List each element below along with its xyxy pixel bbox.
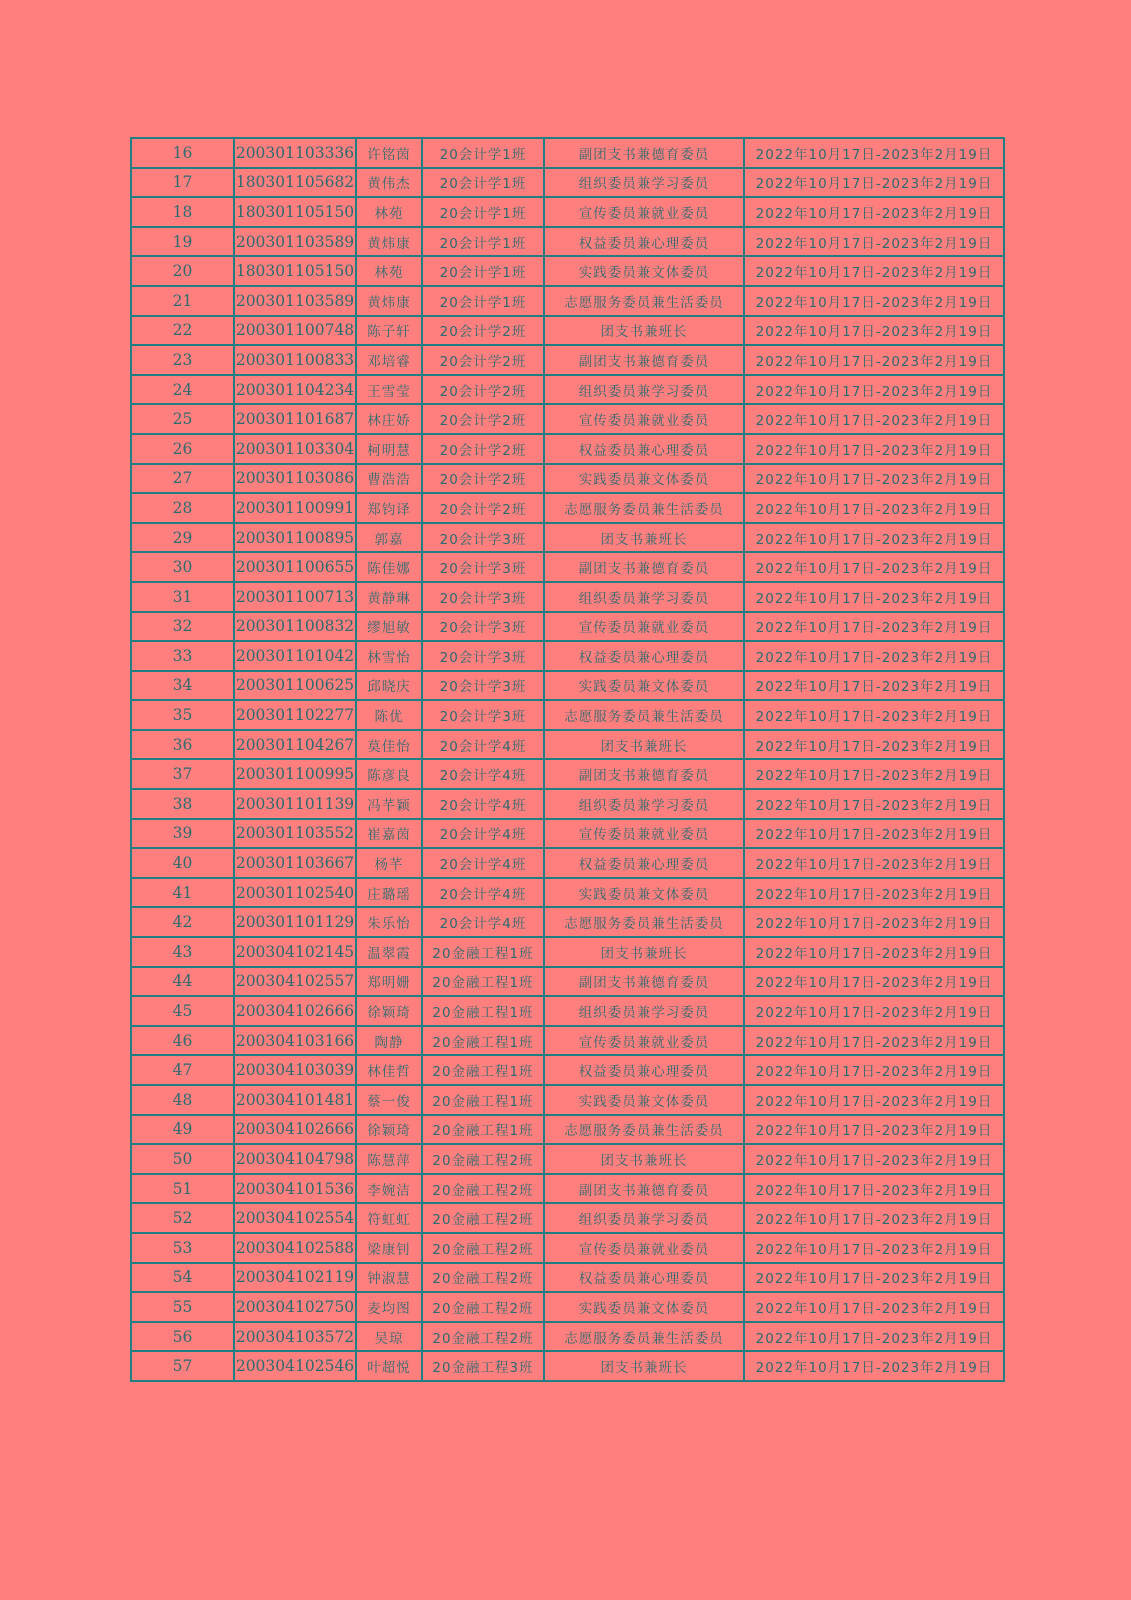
class-name-cell: 20会计学3班 <box>422 700 544 730</box>
student-id-cell: 200301100832 <box>234 612 356 642</box>
position-cell: 组织委员兼学习委员 <box>544 789 744 819</box>
student-id-cell: 200304102666 <box>234 996 356 1026</box>
class-name-cell: 20会计学1班 <box>422 138 544 168</box>
class-name-cell: 20会计学2班 <box>422 404 544 434</box>
student-name-cell: 林佳哲 <box>356 1055 422 1085</box>
position-cell: 实践委员兼文体委员 <box>544 256 744 286</box>
table-row <box>131 493 1004 523</box>
table-row <box>131 345 1004 375</box>
position-cell: 权益委员兼心理委员 <box>544 1263 744 1293</box>
student-name-cell: 林苑 <box>356 256 422 286</box>
term-period-cell: 2022年10月17日-2023年2月19日 <box>744 316 1004 346</box>
student-name-cell: 邓培睿 <box>356 345 422 375</box>
student-id-cell: 180301105682 <box>234 168 356 198</box>
term-period-cell: 2022年10月17日-2023年2月19日 <box>744 1115 1004 1145</box>
student-name-cell: 林庄娇 <box>356 404 422 434</box>
serial-number-cell: 24 <box>131 375 234 405</box>
student-name-cell: 符虹虹 <box>356 1203 422 1233</box>
serial-number-cell: 43 <box>131 937 234 967</box>
class-name-cell: 20会计学3班 <box>422 612 544 642</box>
student-name-cell: 梁康钊 <box>356 1233 422 1263</box>
class-name-cell: 20会计学3班 <box>422 552 544 582</box>
table-row <box>131 523 1004 553</box>
class-name-cell: 20金融工程1班 <box>422 1026 544 1056</box>
class-name-cell: 20会计学2班 <box>422 434 544 464</box>
student-name-cell: 陶静 <box>356 1026 422 1056</box>
serial-number-cell: 28 <box>131 493 234 523</box>
position-cell: 实践委员兼文体委员 <box>544 671 744 701</box>
term-period-cell: 2022年10月17日-2023年2月19日 <box>744 937 1004 967</box>
student-name-cell: 徐颖琦 <box>356 996 422 1026</box>
student-id-cell: 200301100713 <box>234 582 356 612</box>
serial-number-cell: 22 <box>131 316 234 346</box>
student-id-cell: 200301103589 <box>234 227 356 257</box>
term-period-cell: 2022年10月17日-2023年2月19日 <box>744 671 1004 701</box>
class-name-cell: 20会计学2班 <box>422 375 544 405</box>
class-name-cell: 20金融工程1班 <box>422 1055 544 1085</box>
class-name-cell: 20会计学4班 <box>422 819 544 849</box>
student-id-cell: 200301104234 <box>234 375 356 405</box>
table-row <box>131 582 1004 612</box>
student-name-cell: 冯芊颖 <box>356 789 422 819</box>
term-period-cell: 2022年10月17日-2023年2月19日 <box>744 197 1004 227</box>
term-period-cell: 2022年10月17日-2023年2月19日 <box>744 1055 1004 1085</box>
student-id-cell: 200304103572 <box>234 1322 356 1352</box>
student-id-cell: 200301103667 <box>234 848 356 878</box>
position-cell: 组织委员兼学习委员 <box>544 375 744 405</box>
table-row <box>131 1115 1004 1145</box>
student-id-cell: 200304102750 <box>234 1292 356 1322</box>
term-period-cell: 2022年10月17日-2023年2月19日 <box>744 967 1004 997</box>
position-cell: 副团支书兼德育委员 <box>544 1174 744 1204</box>
table-row <box>131 552 1004 582</box>
student-name-cell: 陈慧萍 <box>356 1144 422 1174</box>
student-id-cell: 200304102666 <box>234 1115 356 1145</box>
class-name-cell: 20会计学4班 <box>422 848 544 878</box>
position-cell: 志愿服务委员兼生活委员 <box>544 286 744 316</box>
table-row <box>131 789 1004 819</box>
table-row <box>131 700 1004 730</box>
class-name-cell: 20金融工程1班 <box>422 1115 544 1145</box>
term-period-cell: 2022年10月17日-2023年2月19日 <box>744 1144 1004 1174</box>
class-name-cell: 20金融工程2班 <box>422 1233 544 1263</box>
student-id-cell: 200301101687 <box>234 404 356 434</box>
term-period-cell: 2022年10月17日-2023年2月19日 <box>744 641 1004 671</box>
serial-number-cell: 52 <box>131 1203 234 1233</box>
student-id-cell: 200301103552 <box>234 819 356 849</box>
table-row <box>131 375 1004 405</box>
student-id-cell: 200304103166 <box>234 1026 356 1056</box>
position-cell: 志愿服务委员兼生活委员 <box>544 1115 744 1145</box>
table-row <box>131 404 1004 434</box>
serial-number-cell: 35 <box>131 700 234 730</box>
student-name-cell: 郭嘉 <box>356 523 422 553</box>
table-row <box>131 1322 1004 1352</box>
class-name-cell: 20会计学3班 <box>422 671 544 701</box>
student-name-cell: 陈优 <box>356 700 422 730</box>
class-name-cell: 20会计学4班 <box>422 878 544 908</box>
serial-number-cell: 18 <box>131 197 234 227</box>
term-period-cell: 2022年10月17日-2023年2月19日 <box>744 1026 1004 1056</box>
table-row <box>131 1263 1004 1293</box>
class-name-cell: 20金融工程1班 <box>422 1085 544 1115</box>
term-period-cell: 2022年10月17日-2023年2月19日 <box>744 700 1004 730</box>
term-period-cell: 2022年10月17日-2023年2月19日 <box>744 907 1004 937</box>
student-name-cell: 王雪莹 <box>356 375 422 405</box>
serial-number-cell: 47 <box>131 1055 234 1085</box>
table-row <box>131 227 1004 257</box>
table-row <box>131 1085 1004 1115</box>
student-name-cell: 陈彦良 <box>356 759 422 789</box>
class-name-cell: 20会计学4班 <box>422 789 544 819</box>
position-cell: 宣传委员兼就业委员 <box>544 1026 744 1056</box>
student-id-cell: 200301101129 <box>234 907 356 937</box>
position-cell: 团支书兼班长 <box>544 937 744 967</box>
officer-roster-table <box>130 137 1005 1382</box>
term-period-cell: 2022年10月17日-2023年2月19日 <box>744 1322 1004 1352</box>
position-cell: 团支书兼班长 <box>544 1351 744 1381</box>
class-name-cell: 20会计学1班 <box>422 256 544 286</box>
class-name-cell: 20金融工程1班 <box>422 967 544 997</box>
student-name-cell: 温翠霞 <box>356 937 422 967</box>
position-cell: 实践委员兼文体委员 <box>544 1292 744 1322</box>
term-period-cell: 2022年10月17日-2023年2月19日 <box>744 286 1004 316</box>
student-id-cell: 200301100748 <box>234 316 356 346</box>
table-row <box>131 1233 1004 1263</box>
student-id-cell: 200301100655 <box>234 552 356 582</box>
table-row <box>131 848 1004 878</box>
student-id-cell: 200301101139 <box>234 789 356 819</box>
class-name-cell: 20金融工程2班 <box>422 1174 544 1204</box>
serial-number-cell: 51 <box>131 1174 234 1204</box>
student-id-cell: 180301105150 <box>234 197 356 227</box>
term-period-cell: 2022年10月17日-2023年2月19日 <box>744 759 1004 789</box>
student-name-cell: 郑明姗 <box>356 967 422 997</box>
serial-number-cell: 23 <box>131 345 234 375</box>
position-cell: 团支书兼班长 <box>544 316 744 346</box>
class-name-cell: 20会计学3班 <box>422 641 544 671</box>
student-name-cell: 林雪怡 <box>356 641 422 671</box>
serial-number-cell: 57 <box>131 1351 234 1381</box>
position-cell: 宣传委员兼就业委员 <box>544 197 744 227</box>
table-row <box>131 1351 1004 1381</box>
table-row <box>131 1203 1004 1233</box>
table-row <box>131 1292 1004 1322</box>
table-row <box>131 168 1004 198</box>
position-cell: 宣传委员兼就业委员 <box>544 1233 744 1263</box>
serial-number-cell: 40 <box>131 848 234 878</box>
position-cell: 宣传委员兼就业委员 <box>544 612 744 642</box>
student-id-cell: 180301105150 <box>234 256 356 286</box>
term-period-cell: 2022年10月17日-2023年2月19日 <box>744 819 1004 849</box>
student-name-cell: 柯明慧 <box>356 434 422 464</box>
serial-number-cell: 44 <box>131 967 234 997</box>
serial-number-cell: 38 <box>131 789 234 819</box>
term-period-cell: 2022年10月17日-2023年2月19日 <box>744 1233 1004 1263</box>
student-name-cell: 李婉洁 <box>356 1174 422 1204</box>
serial-number-cell: 32 <box>131 612 234 642</box>
student-name-cell: 陈子轩 <box>356 316 422 346</box>
position-cell: 团支书兼班长 <box>544 523 744 553</box>
serial-number-cell: 30 <box>131 552 234 582</box>
term-period-cell: 2022年10月17日-2023年2月19日 <box>744 1292 1004 1322</box>
student-name-cell: 钟淑慧 <box>356 1263 422 1293</box>
table-row <box>131 434 1004 464</box>
serial-number-cell: 33 <box>131 641 234 671</box>
serial-number-cell: 16 <box>131 138 234 168</box>
table-row <box>131 819 1004 849</box>
student-id-cell: 200301101042 <box>234 641 356 671</box>
table-row <box>131 878 1004 908</box>
term-period-cell: 2022年10月17日-2023年2月19日 <box>744 996 1004 1026</box>
class-name-cell: 20会计学3班 <box>422 523 544 553</box>
table-row <box>131 641 1004 671</box>
term-period-cell: 2022年10月17日-2023年2月19日 <box>744 1351 1004 1381</box>
position-cell: 团支书兼班长 <box>544 730 744 760</box>
term-period-cell: 2022年10月17日-2023年2月19日 <box>744 168 1004 198</box>
serial-number-cell: 49 <box>131 1115 234 1145</box>
student-name-cell: 叶超悦 <box>356 1351 422 1381</box>
student-id-cell: 200301102277 <box>234 700 356 730</box>
student-name-cell: 庄璐瑶 <box>356 878 422 908</box>
serial-number-cell: 34 <box>131 671 234 701</box>
class-name-cell: 20会计学2班 <box>422 464 544 494</box>
position-cell: 权益委员兼心理委员 <box>544 1055 744 1085</box>
serial-number-cell: 17 <box>131 168 234 198</box>
serial-number-cell: 45 <box>131 996 234 1026</box>
term-period-cell: 2022年10月17日-2023年2月19日 <box>744 552 1004 582</box>
student-id-cell: 200301100991 <box>234 493 356 523</box>
table-row <box>131 1144 1004 1174</box>
student-name-cell: 陈佳娜 <box>356 552 422 582</box>
position-cell: 副团支书兼德育委员 <box>544 552 744 582</box>
serial-number-cell: 46 <box>131 1026 234 1056</box>
student-id-cell: 200301100995 <box>234 759 356 789</box>
position-cell: 组织委员兼学习委员 <box>544 1203 744 1233</box>
student-id-cell: 200304102588 <box>234 1233 356 1263</box>
student-id-cell: 200301104267 <box>234 730 356 760</box>
position-cell: 宣传委员兼就业委员 <box>544 404 744 434</box>
term-period-cell: 2022年10月17日-2023年2月19日 <box>744 434 1004 464</box>
student-id-cell: 200301103589 <box>234 286 356 316</box>
student-name-cell: 郑钧译 <box>356 493 422 523</box>
serial-number-cell: 56 <box>131 1322 234 1352</box>
position-cell: 权益委员兼心理委员 <box>544 848 744 878</box>
student-name-cell: 莫佳怡 <box>356 730 422 760</box>
student-name-cell: 黄静琳 <box>356 582 422 612</box>
table-row <box>131 197 1004 227</box>
serial-number-cell: 37 <box>131 759 234 789</box>
class-name-cell: 20会计学3班 <box>422 582 544 612</box>
class-name-cell: 20金融工程2班 <box>422 1263 544 1293</box>
position-cell: 实践委员兼文体委员 <box>544 464 744 494</box>
student-id-cell: 200301100833 <box>234 345 356 375</box>
table-row <box>131 256 1004 286</box>
student-name-cell: 黄炜康 <box>356 286 422 316</box>
position-cell: 组织委员兼学习委员 <box>544 996 744 1026</box>
position-cell: 组织委员兼学习委员 <box>544 168 744 198</box>
position-cell: 实践委员兼文体委员 <box>544 878 744 908</box>
term-period-cell: 2022年10月17日-2023年2月19日 <box>744 464 1004 494</box>
student-name-cell: 许铭茵 <box>356 138 422 168</box>
student-name-cell: 麦均图 <box>356 1292 422 1322</box>
student-name-cell: 蔡一俊 <box>356 1085 422 1115</box>
class-name-cell: 20会计学1班 <box>422 168 544 198</box>
serial-number-cell: 53 <box>131 1233 234 1263</box>
table-row <box>131 759 1004 789</box>
table-row <box>131 464 1004 494</box>
serial-number-cell: 36 <box>131 730 234 760</box>
table-row <box>131 138 1004 168</box>
serial-number-cell: 39 <box>131 819 234 849</box>
term-period-cell: 2022年10月17日-2023年2月19日 <box>744 612 1004 642</box>
student-id-cell: 200301103336 <box>234 138 356 168</box>
position-cell: 副团支书兼德育委员 <box>544 967 744 997</box>
term-period-cell: 2022年10月17日-2023年2月19日 <box>744 878 1004 908</box>
class-name-cell: 20会计学2班 <box>422 345 544 375</box>
class-name-cell: 20金融工程2班 <box>422 1292 544 1322</box>
class-name-cell: 20金融工程2班 <box>422 1144 544 1174</box>
table-row <box>131 1026 1004 1056</box>
student-id-cell: 200304103039 <box>234 1055 356 1085</box>
student-id-cell: 200304102554 <box>234 1203 356 1233</box>
term-period-cell: 2022年10月17日-2023年2月19日 <box>744 1174 1004 1204</box>
student-name-cell: 曹浩浩 <box>356 464 422 494</box>
position-cell: 志愿服务委员兼生活委员 <box>544 700 744 730</box>
class-name-cell: 20金融工程2班 <box>422 1322 544 1352</box>
term-period-cell: 2022年10月17日-2023年2月19日 <box>744 1263 1004 1293</box>
serial-number-cell: 54 <box>131 1263 234 1293</box>
term-period-cell: 2022年10月17日-2023年2月19日 <box>744 404 1004 434</box>
position-cell: 副团支书兼德育委员 <box>544 345 744 375</box>
table-row <box>131 671 1004 701</box>
term-period-cell: 2022年10月17日-2023年2月19日 <box>744 730 1004 760</box>
position-cell: 权益委员兼心理委员 <box>544 227 744 257</box>
student-id-cell: 200301103086 <box>234 464 356 494</box>
table-row <box>131 612 1004 642</box>
serial-number-cell: 27 <box>131 464 234 494</box>
term-period-cell: 2022年10月17日-2023年2月19日 <box>744 138 1004 168</box>
position-cell: 志愿服务委员兼生活委员 <box>544 1322 744 1352</box>
table-row <box>131 907 1004 937</box>
serial-number-cell: 29 <box>131 523 234 553</box>
class-name-cell: 20会计学4班 <box>422 907 544 937</box>
student-id-cell: 200304102119 <box>234 1263 356 1293</box>
term-period-cell: 2022年10月17日-2023年2月19日 <box>744 493 1004 523</box>
serial-number-cell: 42 <box>131 907 234 937</box>
position-cell: 权益委员兼心理委员 <box>544 641 744 671</box>
serial-number-cell: 55 <box>131 1292 234 1322</box>
student-name-cell: 吴琼 <box>356 1322 422 1352</box>
student-name-cell: 黄炜康 <box>356 227 422 257</box>
student-id-cell: 200301100625 <box>234 671 356 701</box>
position-cell: 副团支书兼德育委员 <box>544 138 744 168</box>
serial-number-cell: 50 <box>131 1144 234 1174</box>
class-name-cell: 20会计学1班 <box>422 286 544 316</box>
student-id-cell: 200304102145 <box>234 937 356 967</box>
table-row <box>131 316 1004 346</box>
student-id-cell: 200304101536 <box>234 1174 356 1204</box>
class-name-cell: 20金融工程2班 <box>422 1203 544 1233</box>
class-name-cell: 20会计学1班 <box>422 227 544 257</box>
term-period-cell: 2022年10月17日-2023年2月19日 <box>744 789 1004 819</box>
position-cell: 权益委员兼心理委员 <box>544 434 744 464</box>
class-name-cell: 20金融工程3班 <box>422 1351 544 1381</box>
position-cell: 宣传委员兼就业委员 <box>544 819 744 849</box>
class-name-cell: 20金融工程1班 <box>422 937 544 967</box>
term-period-cell: 2022年10月17日-2023年2月19日 <box>744 523 1004 553</box>
student-id-cell: 200304104798 <box>234 1144 356 1174</box>
class-name-cell: 20会计学1班 <box>422 197 544 227</box>
position-cell: 志愿服务委员兼生活委员 <box>544 493 744 523</box>
class-name-cell: 20金融工程1班 <box>422 996 544 1026</box>
class-name-cell: 20会计学2班 <box>422 316 544 346</box>
student-name-cell: 徐颖琦 <box>356 1115 422 1145</box>
position-cell: 副团支书兼德育委员 <box>544 759 744 789</box>
student-id-cell: 200301100895 <box>234 523 356 553</box>
serial-number-cell: 25 <box>131 404 234 434</box>
position-cell: 实践委员兼文体委员 <box>544 1085 744 1115</box>
serial-number-cell: 20 <box>131 256 234 286</box>
term-period-cell: 2022年10月17日-2023年2月19日 <box>744 345 1004 375</box>
serial-number-cell: 21 <box>131 286 234 316</box>
table-row <box>131 1055 1004 1085</box>
table-row <box>131 937 1004 967</box>
roster-body <box>131 138 1004 1381</box>
student-name-cell: 杨芊 <box>356 848 422 878</box>
table-row <box>131 730 1004 760</box>
position-cell: 志愿服务委员兼生活委员 <box>544 907 744 937</box>
class-name-cell: 20会计学4班 <box>422 759 544 789</box>
student-id-cell: 200304101481 <box>234 1085 356 1115</box>
position-cell: 组织委员兼学习委员 <box>544 582 744 612</box>
table-row <box>131 1174 1004 1204</box>
student-name-cell: 邱晓庆 <box>356 671 422 701</box>
term-period-cell: 2022年10月17日-2023年2月19日 <box>744 848 1004 878</box>
student-id-cell: 200304102557 <box>234 967 356 997</box>
term-period-cell: 2022年10月17日-2023年2月19日 <box>744 582 1004 612</box>
serial-number-cell: 26 <box>131 434 234 464</box>
term-period-cell: 2022年10月17日-2023年2月19日 <box>744 1203 1004 1233</box>
student-name-cell: 缪旭敏 <box>356 612 422 642</box>
serial-number-cell: 48 <box>131 1085 234 1115</box>
term-period-cell: 2022年10月17日-2023年2月19日 <box>744 375 1004 405</box>
student-id-cell: 200304102546 <box>234 1351 356 1381</box>
table-row <box>131 286 1004 316</box>
student-name-cell: 朱乐怡 <box>356 907 422 937</box>
serial-number-cell: 19 <box>131 227 234 257</box>
table-row <box>131 967 1004 997</box>
table-row <box>131 996 1004 1026</box>
term-period-cell: 2022年10月17日-2023年2月19日 <box>744 256 1004 286</box>
term-period-cell: 2022年10月17日-2023年2月19日 <box>744 227 1004 257</box>
position-cell: 团支书兼班长 <box>544 1144 744 1174</box>
serial-number-cell: 41 <box>131 878 234 908</box>
student-id-cell: 200301103304 <box>234 434 356 464</box>
class-name-cell: 20会计学2班 <box>422 493 544 523</box>
class-name-cell: 20会计学4班 <box>422 730 544 760</box>
student-name-cell: 崔嘉茵 <box>356 819 422 849</box>
student-id-cell: 200301102540 <box>234 878 356 908</box>
student-name-cell: 黄伟杰 <box>356 168 422 198</box>
term-period-cell: 2022年10月17日-2023年2月19日 <box>744 1085 1004 1115</box>
serial-number-cell: 31 <box>131 582 234 612</box>
student-name-cell: 林苑 <box>356 197 422 227</box>
